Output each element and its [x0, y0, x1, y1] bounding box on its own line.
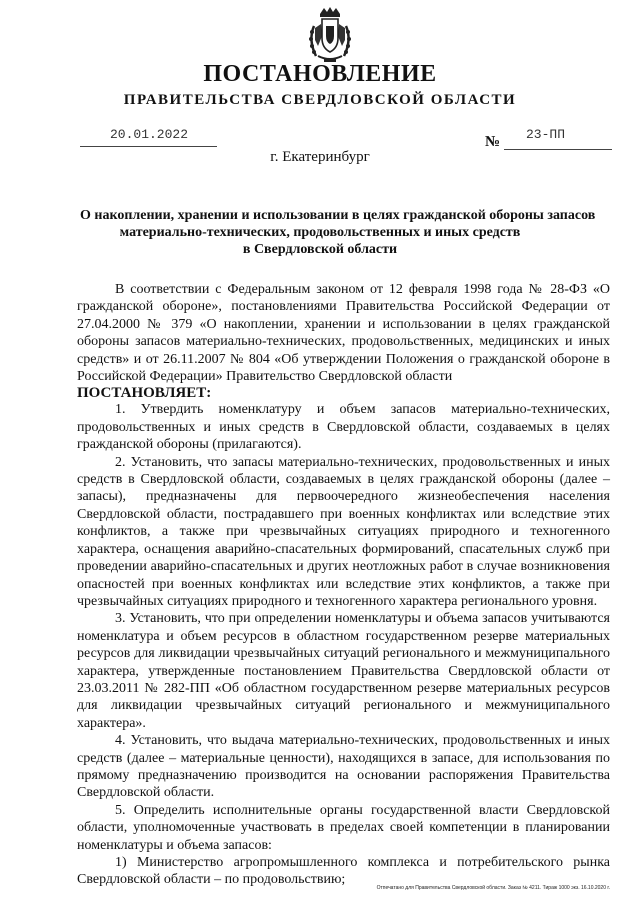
document-title-line: О накоплении, хранении и использовании в целях гражданской обороны запасов — [80, 208, 596, 223]
document-title-line: материально-технических, продовольственных и иных средств — [119, 225, 521, 240]
print-footer-note: Отпечатано для Правительства Свердловской области. Заказ № 4211. Тираж 1000 экз. 16.10.2020 г. — [376, 885, 610, 891]
preamble-paragraph: В соответствии с Федеральным законом от 12 февраля 1998 года № 28-ФЗ «О гражданской обороне», постановлениями Правительства Российской Федерации от 27.04.2000 № 379 «О накоплении, хранении и использовании в целях гражданской обороны запасов материально-технических, продовольственных, медицинских и иных средств» и от 26.11.2007 № 804 «Об утверждении Положения о гражданской обороне в Российской Федерации» Правительство Свердловской области — [77, 282, 610, 385]
document-body — [77, 281, 610, 889]
date-underline — [80, 146, 217, 147]
number-sign: № — [485, 134, 501, 150]
clause-paragraph: 1. Утвердить номенклатуру и объем запасов материально-технических, продовольственных и иных средств в Свердловской области, создаваемых в целях гражданской обороны (прилагаются). — [77, 402, 610, 453]
document-title — [80, 207, 596, 258]
document-number: 23-ПП — [526, 127, 566, 142]
resolve-heading: ПОСТАНОВЛЯЕТ: — [77, 385, 212, 402]
coat-of-arms-icon — [300, 6, 360, 66]
issuer-subtitle: ПРАВИТЕЛЬСТВА СВЕРДЛОВСКОЙ ОБЛАСТИ — [123, 92, 517, 108]
city-name: г. Екатеринбург — [270, 149, 370, 165]
document-date: 20.01.2022 — [110, 127, 189, 142]
clause-paragraph: 5. Определить исполнительные органы государственной власти Свердловской области, уполномоченные участвовать в пределах своей компетенции в планировании номенклатуры и объема запасов: — [77, 802, 610, 853]
clause-paragraph: 1) Министерство агропромышленного комплекса и потребительского рынка Свердловской области – по продовольствию; — [77, 855, 610, 888]
clause-paragraph: 4. Установить, что выдача материально-технических, продовольственных и иных средств (далее – материальные ценности), находящихся в запасе, для использования по прямому предназначению производится на основании распоряжения Правительства Свердловской области. — [77, 733, 610, 801]
clause-paragraph: 3. Установить, что при определении номенклатуры и объема запасов учитываются номенклатура и объем ресурсов в областном государственном резерве материальных ресурсов для ликвидации чрезвычайных ситуаций регионального и межмуниципального характера, утвержденные постановлением Правительства Свердловской области от 23.03.2011 № 282-ПП «Об областном государственном резерве материальных ресурсов для ликвидации чрезвычайных ситуаций регионального и межмуниципального характера». — [77, 611, 610, 731]
document-title-line: в Свердловской области — [242, 242, 398, 257]
document-type-title: ПОСТАНОВЛЕНИЕ — [203, 61, 437, 87]
clause-paragraph: 2. Установить, что запасы материально-технических, продовольственных и иных средств в Свердловской области, создаваемых в целях гражданской обороны (далее – запасы), предназначены для первоочередного жизнеобеспечения населения Свердловской области, пострадавшего при военных конфликтах или вследствие этих конфликтов, а также при чрезвычайных ситуациях природного и техногенного характера, оснащения аварийно-спасательных формирований, спасательных служб при проведении аварийно-спасательных и других неотложных работ в случае возникновения опасностей при военных конфликтах или вследствие этих конфликтов, а также при чрезвычайных ситуациях природного и техногенного характера регионального уровня. — [77, 454, 610, 609]
